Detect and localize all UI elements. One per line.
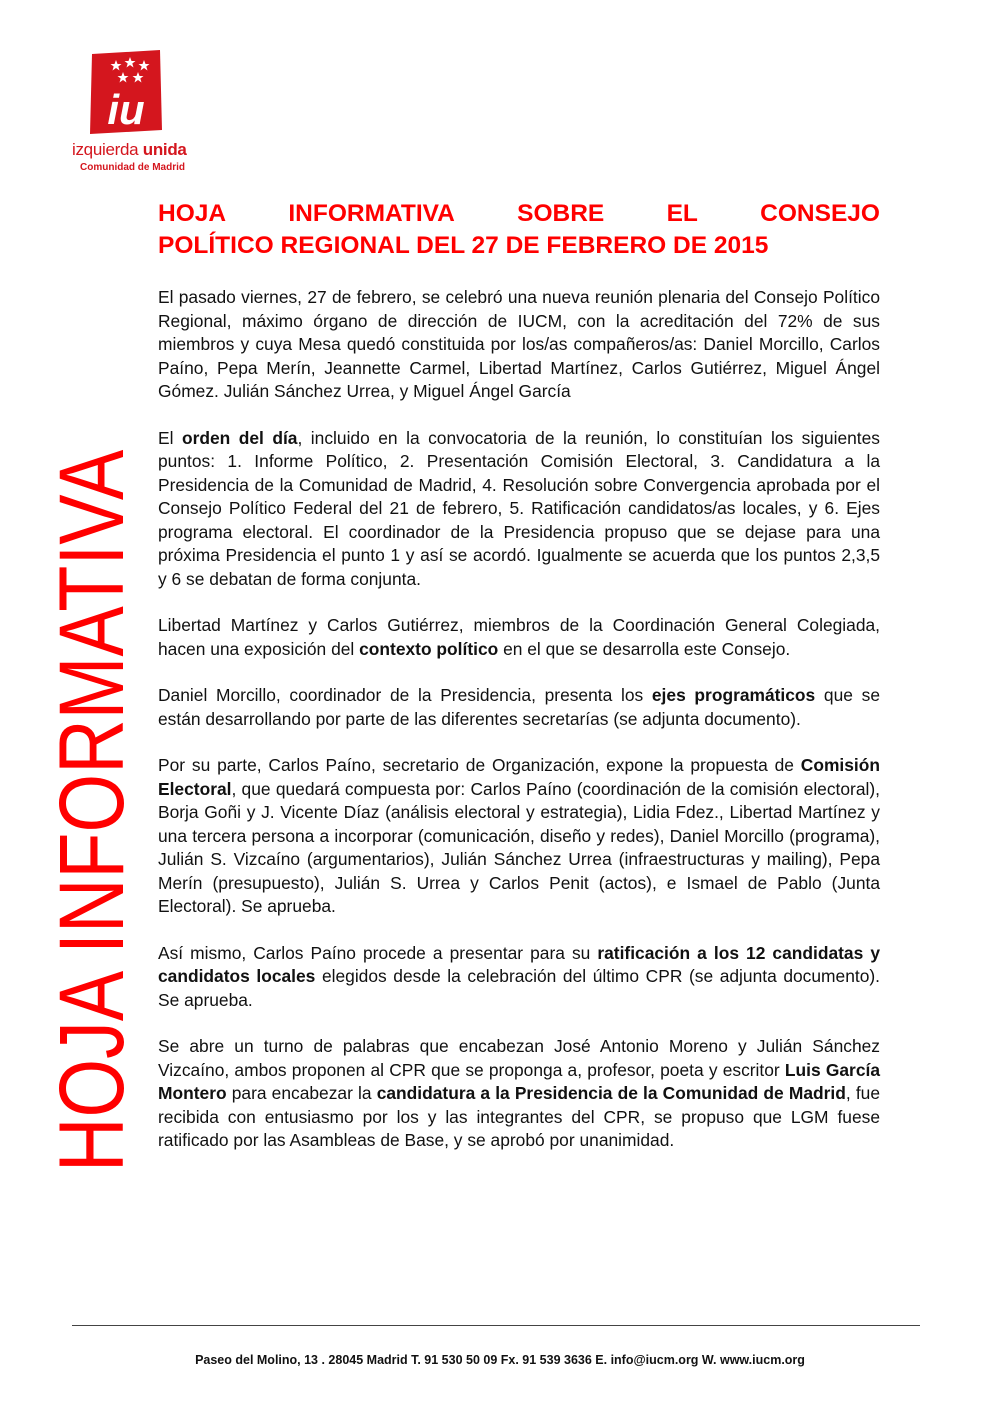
iu-logo-icon <box>86 50 166 136</box>
paragraph <box>158 286 880 404</box>
title-line-1 <box>158 198 880 230</box>
text-run: elegidos desde la celebración del último CPR (se adjunta documento). Se aprueba. <box>158 966 880 1010</box>
text-run: que se están desarrollando por parte de las diferentes secretarías (se adjunta documento). <box>158 685 880 729</box>
page-title <box>158 198 880 262</box>
body-text <box>158 286 880 1176</box>
bold-text: candidatura a la Presidencia de la Comunidad de Madrid <box>376 1083 846 1103</box>
bold-text: contexto político <box>359 638 499 659</box>
svg-text:iu: iu <box>107 86 145 133</box>
title-word: CONSEJO <box>760 200 880 227</box>
logo-name-bold: unida <box>142 140 187 159</box>
text-run: Daniel Morcillo, coordinador de la Presidencia, presenta los <box>158 685 652 705</box>
logo-wordmark <box>72 140 187 160</box>
bold-text: ejes programáticos <box>651 685 816 705</box>
text-run: , que quedará compuesta por: Carlos Paíno (coordinación de la comisión electoral), Borja Goñi y J. Vicente Díaz (análisis electoral y estrategia), Lidia Fdez., Libertad Martínez y una tercera persona a incorporar (comunicación, diseño y redes), Daniel Morcillo (programa), Julián S. Vizcaíno (argumentarios), Julián Sánchez Urrea (infraestructuras y mailing), Pepa Merín (presupuesto), Julián S. Urrea y Carlos Penit (actos), e Ismael de Pablo (Junta Electoral). Se aprueba. <box>158 778 880 916</box>
logo-name-regular: izquierda <box>72 140 139 159</box>
paragraph <box>158 427 880 592</box>
text-run: para encabezar la <box>226 1083 377 1103</box>
text-run: Se abre un turno de palabras que encabezan José Antonio Moreno y Julián Sánchez Vizcaíno, ambos proponen al CPR que se proponga a, profesor, poeta y escritor <box>158 1036 880 1080</box>
text-run: en el que se desarrolla este Consejo. <box>498 638 791 659</box>
bold-text: Luis García Montero <box>158 1059 881 1103</box>
text-run: Por su parte, Carlos Paíno, secretario de Organización, expone la propuesta de <box>158 755 801 775</box>
footer-contact: Paseo del Molino, 13 . 28045 Madrid T. 91 530 50 09 Fx. 91 539 3636 E. info@iucm.org W. www.iucm.org <box>195 1353 805 1367</box>
text-run: Así mismo, Carlos Paíno procede a presentar para su <box>158 942 598 963</box>
bold-text: orden del día <box>181 427 298 448</box>
title-word: SOBRE <box>517 200 605 227</box>
paragraph <box>158 1035 880 1153</box>
footer-divider <box>72 1325 920 1326</box>
bold-text: ratificación a los 12 candidatas y candidatos locales <box>158 942 880 986</box>
title-word: INFORMATIVA <box>288 200 455 227</box>
paragraph <box>158 754 880 919</box>
paragraph <box>158 684 880 731</box>
title-line-2: POLÍTICO REGIONAL DEL 27 DE FEBRERO DE 2015 <box>158 232 769 259</box>
logo-subtitle: Comunidad de Madrid <box>80 162 185 173</box>
title-word: EL <box>666 200 698 227</box>
paragraph <box>158 614 880 661</box>
text-run: , incluido en la convocatoria de la reunión, lo constituían los siguientes puntos: 1. Informe Político, 2. Presentación Comisión Electoral, 3. Candidatura a la Presidencia de la Comunidad de Madrid, 4. Resolución sobre Convergencia aprobada por el Consejo Político Federal del 21 de febrero, 5. Ratificación candidatos/as locales, y 6. Ejes programa electoral. El coordinador de la Presidencia propuso que se dejase para una próxima Presidencia el punto 1 y así se acordó. Igualmente se acuerda que los puntos 2,3,5 y 6 se debatan de forma conjunta. <box>158 427 880 589</box>
title-word: HOJA <box>158 200 227 227</box>
text-run: Libertad Martínez y Carlos Gutiérrez, miembros de la Coordinación General Colegiada, hacen una exposición del <box>158 615 880 659</box>
bold-text: Comisión Electoral <box>158 755 880 799</box>
text-run: , fue recibida con entusiasmo por los y las integrantes del CPR, se propuso que LGM fuese ratificado por las Asambleas de Base, y se aprobó por unanimidad. <box>158 1083 880 1150</box>
text-run: El pasado viernes, 27 de febrero, se celebró una nueva reunión plenaria del Consejo Político Regional, máximo órgano de dirección de IUCM, con la acreditación del 72% de sus miembros y cuya Mesa quedó constituida por los/as compañeros/as: Daniel Morcillo, Carlos Paíno, Pepa Merín, Jeannette Carmel, Libertad Martínez, Carlos Gutiérrez, Miguel Ángel Gómez. Julián Sánchez Urrea, y Miguel Ángel García <box>158 287 880 401</box>
paragraph <box>158 942 880 1013</box>
side-title-text: HOJA INFORMATIVA <box>41 449 143 1172</box>
text-run: El <box>158 427 182 448</box>
